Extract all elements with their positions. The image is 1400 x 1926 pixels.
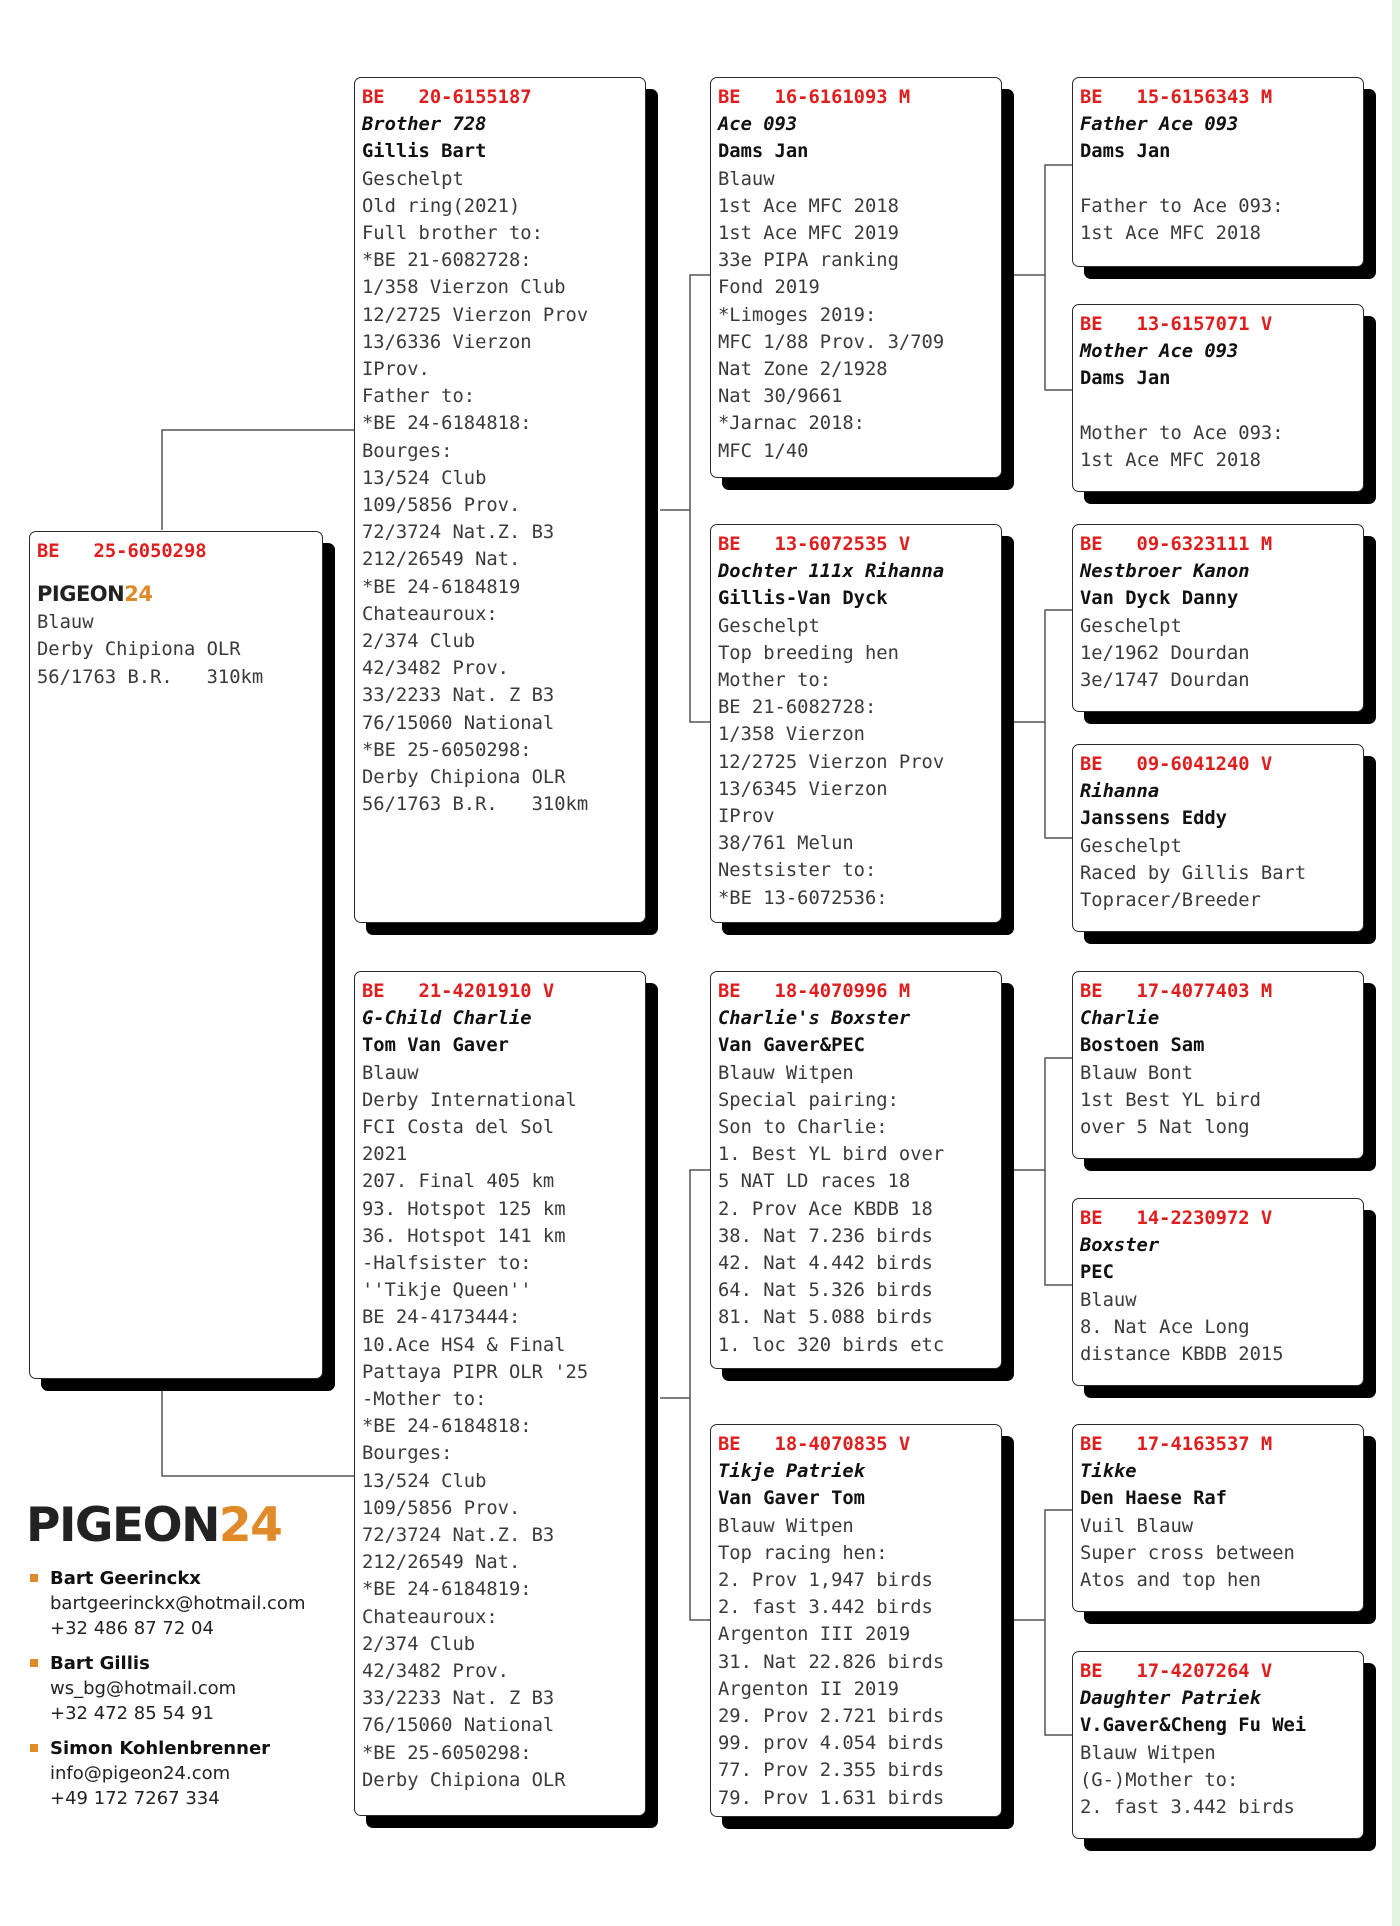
detail-line: Old ring(2021) [362, 195, 521, 217]
detail-line: 1/358 Vierzon Club [362, 277, 566, 299]
pigeon-name: G-Child Charlie [362, 1008, 532, 1030]
card-ss-dam [1072, 304, 1364, 492]
detail-line: 8. Nat Ace Long [1080, 1316, 1250, 1338]
ring-number: BE 21-4201910 V [362, 981, 555, 1002]
detail-line: 1st Ace MFC 2018 [1080, 223, 1261, 244]
detail-line: Blauw [362, 1062, 419, 1084]
detail-line: Special pairing: [718, 1089, 899, 1111]
detail-line: -Halfsister to: [362, 1253, 532, 1275]
detail-line [1080, 393, 1356, 420]
connector-gen3-b [1012, 610, 1072, 838]
breeder-name: Van Gaver Tom [718, 1488, 865, 1510]
detail-line: 1st Ace MFC 2019 [718, 223, 899, 245]
detail-line: 42. Nat 4.442 birds [718, 1253, 933, 1275]
subject-card [29, 531, 323, 1379]
pigeon-name: Charlie's Boxster [718, 1008, 911, 1030]
detail-line: 33/2233 Nat. Z B3 [362, 685, 555, 707]
contact-item [28, 1651, 305, 1726]
breeder-name: Tom Van Gaver [362, 1035, 509, 1057]
detail-line: -Mother to: [362, 1389, 487, 1411]
detail-line: Blauw Witpen [718, 1062, 854, 1084]
detail-line: Nat Zone 2/1928 [718, 359, 888, 381]
ring-number: BE 17-4077403 M [1080, 981, 1273, 1002]
ring-number: BE 13-6157071 V [1080, 314, 1273, 335]
detail-line: 1st Ace MFC 2018 [1080, 450, 1261, 471]
detail-line: *BE 13-6072536: [718, 887, 888, 909]
detail-line: 42/3482 Prov. [362, 1661, 509, 1683]
breeder-name: Den Haese Raf [1080, 1488, 1227, 1510]
detail-line: Blauw Bont [1080, 1062, 1194, 1084]
detail-line: Derby Chipiona OLR [362, 767, 566, 789]
detail-line: Blauw [1080, 1289, 1137, 1311]
breeder-name: Gillis-Van Dyck [718, 588, 888, 610]
detail-line: Mother to: [718, 670, 832, 692]
detail-line: Geschelpt [362, 168, 464, 190]
detail-line: MFC 1/88 Prov. 3/709 [718, 331, 945, 353]
detail-line: *BE 24-6184819: [362, 1579, 532, 1601]
detail-line: Geschelpt [1080, 615, 1182, 637]
connector-gen2-bottom [660, 1170, 710, 1620]
detail-line: Bourges: [362, 1443, 453, 1465]
detail-line: 212/26549 Nat. [362, 549, 521, 571]
detail-line: Top racing hen: [718, 1542, 888, 1564]
detail-line: FCI Costa del Sol [362, 1117, 555, 1139]
detail-line: Chateauroux: [362, 1606, 498, 1628]
detail-line: Argenton III 2019 [718, 1624, 911, 1646]
contact-email[interactable]: bartgeerinckx@hotmail.com [50, 1593, 306, 1614]
detail-line: Bourges: [362, 440, 453, 462]
breeder-name: Dams Jan [1080, 141, 1171, 163]
detail-line: Derby Chipiona OLR [362, 1769, 566, 1791]
detail-line: distance KBDB 2015 [1080, 1344, 1284, 1366]
pigeon-name: Father Ace 093 [1080, 114, 1239, 136]
detail-line: 31. Nat 22.826 birds [718, 1651, 945, 1673]
breeder-name: PEC [1080, 1262, 1114, 1284]
breeder-name: Bostoen Sam [1080, 1035, 1205, 1057]
detail-line: Super cross between [1080, 1542, 1295, 1564]
contact-name: Bart Gillis [50, 1653, 150, 1674]
detail-line: IProv. [362, 359, 430, 381]
pigeon-name: Brother 728 [362, 114, 487, 136]
ring-number: BE 14-2230972 V [1080, 1208, 1273, 1229]
pigeon-name: Boxster [1080, 1235, 1160, 1257]
detail-line: *BE 25-6050298: [362, 1742, 532, 1764]
pigeon-name: Dochter 111x Rihanna [718, 561, 945, 583]
detail-line: Blauw Witpen [718, 1515, 854, 1537]
pigeon-name: Ace 093 [718, 114, 798, 136]
card-dam-sire [710, 971, 1002, 1369]
detail-line: Atos and top hen [1080, 1570, 1261, 1592]
contact-item [28, 1566, 305, 1641]
ring-number: BE 09-6041240 V [1080, 754, 1273, 775]
detail-line: 38/761 Melun [718, 833, 854, 855]
card-sire [354, 77, 646, 923]
pigeon-name: Rihanna [1080, 781, 1160, 803]
detail-line: Chateauroux: [362, 603, 498, 625]
detail-line: 2. fast 3.442 birds [1080, 1797, 1295, 1819]
detail-line: 2. fast 3.442 birds [718, 1597, 933, 1619]
detail-line: 56/1763 B.R. 310km [362, 794, 589, 816]
detail-line: 2. Prov 1,947 birds [718, 1570, 933, 1592]
pigeon-name: Daughter Patriek [1080, 1688, 1261, 1710]
detail-line: 2/374 Club [362, 631, 476, 653]
contact-item [28, 1736, 305, 1811]
contact-phone[interactable]: +32 472 85 54 91 [50, 1703, 214, 1724]
detail-line: 13/6345 Vierzon [718, 778, 888, 800]
detail-line: 1e/1962 Dourdan [1080, 642, 1250, 664]
detail-line: 42/3482 Prov. [362, 658, 509, 680]
detail-line: 29. Prov 2.721 birds [718, 1706, 945, 1728]
detail-line: Pattaya PIPR OLR '25 [362, 1361, 589, 1383]
detail-line: Blauw Witpen [1080, 1742, 1216, 1764]
detail-line: 1. Best YL bird over [718, 1144, 945, 1166]
ring-number: BE 17-4163537 M [1080, 1434, 1273, 1455]
contact-name: Bart Geerinckx [50, 1568, 201, 1589]
breeder-name: Van Gaver&PEC [718, 1035, 865, 1057]
card-dam-dam [710, 1424, 1002, 1817]
detail-line: Raced by Gillis Bart [1080, 862, 1307, 884]
ring-number: BE 16-6161093 M [718, 87, 911, 108]
detail-line: Derby International [362, 1089, 577, 1111]
detail-line: MFC 1/40 [718, 440, 809, 462]
detail-line: 2021 [362, 1144, 408, 1166]
bullet-icon [30, 1744, 38, 1752]
detail-line: Nestsister to: [718, 860, 877, 882]
connector-gen3-c [1012, 1058, 1072, 1285]
detail-line: IProv [718, 806, 775, 828]
detail-line: 33/2233 Nat. Z B3 [362, 1688, 555, 1710]
detail-line: 3e/1747 Dourdan [1080, 670, 1250, 692]
detail-line: Blauw [718, 168, 775, 190]
detail-line: over 5 Nat long [1080, 1117, 1250, 1139]
detail-line: 1. loc 320 birds etc [718, 1334, 945, 1356]
detail-line: *Jarnac 2018: [718, 413, 865, 435]
detail-line: BE 24-4173444: [362, 1307, 521, 1329]
connector-gen2-top [660, 275, 710, 722]
detail-line: Argenton II 2019 [718, 1678, 899, 1700]
card-dd-sire [1072, 1424, 1364, 1612]
detail-line: Son to Charlie: [718, 1117, 888, 1139]
card-dd-dam [1072, 1651, 1364, 1839]
ring-number: BE 09-6323111 M [1080, 534, 1273, 555]
breeder-name: V.Gaver&Cheng Fu Wei [1080, 1715, 1307, 1737]
contact-phone[interactable]: +32 486 87 72 04 [50, 1618, 214, 1639]
subject-logo: PIGEON24 [37, 582, 153, 607]
detail-line: Geschelpt [718, 615, 820, 637]
detail-line: 36. Hotspot 141 km [362, 1225, 566, 1247]
detail-line: 12/2725 Vierzon Prov [718, 751, 945, 773]
detail-line: Fond 2019 [718, 277, 820, 299]
card-sire-sire [710, 77, 1002, 478]
detail-line: Vuil Blauw [1080, 1515, 1194, 1537]
ring-number: BE 15-6156343 M [1080, 87, 1273, 108]
detail-line: Mother to Ace 093: [1080, 422, 1284, 444]
detail-line: 1/358 Vierzon [718, 724, 865, 746]
detail-line: 13/524 Club [362, 1470, 487, 1492]
detail-line: *BE 21-6082728: [362, 250, 532, 272]
subject-line: Blauw [37, 612, 94, 634]
detail-line: 13/524 Club [362, 467, 487, 489]
pigeon-name: Tikke [1080, 1461, 1137, 1483]
detail-line [1080, 166, 1356, 193]
detail-line: 1st Best YL bird [1080, 1089, 1261, 1111]
detail-line: 72/3724 Nat.Z. B3 [362, 1525, 555, 1547]
card-ds-sire [1072, 971, 1364, 1159]
detail-line: ''Tikje Queen'' [362, 1280, 532, 1302]
card-sd-sire [1072, 524, 1364, 712]
contact-name: Simon Kohlenbrenner [50, 1738, 271, 1759]
detail-line: Topracer/Breeder [1080, 890, 1261, 912]
breeder-name: Janssens Eddy [1080, 808, 1227, 830]
detail-line: 10.Ace HS4 & Final [362, 1334, 566, 1356]
detail-line: Nat 30/9661 [718, 386, 843, 408]
breeder-name: Van Dyck Danny [1080, 588, 1239, 610]
breeder-name: Dams Jan [718, 141, 809, 163]
detail-line: *Limoges 2019: [718, 304, 877, 326]
breeder-name: Gillis Bart [362, 141, 487, 163]
detail-line: (G-)Mother to: [1080, 1769, 1239, 1791]
detail-line: 2. Prov Ace KBDB 18 [718, 1198, 933, 1220]
footer-logo: PIGEON24 [26, 1498, 282, 1553]
detail-line: *BE 25-6050298: [362, 739, 532, 761]
detail-line: *BE 24-6184818: [362, 413, 532, 435]
card-sire-dam [710, 524, 1002, 923]
detail-line: BE 21-6082728: [718, 697, 877, 719]
card-dam [354, 971, 646, 1816]
ring-number: BE 18-4070835 V [718, 1434, 911, 1455]
ring-number: BE 17-4207264 V [1080, 1661, 1273, 1682]
pigeon-name: Charlie [1080, 1008, 1160, 1030]
detail-line: *BE 24-6184819 [362, 576, 521, 598]
contact-list [28, 1566, 305, 1821]
detail-line: 99. prov 4.054 birds [718, 1733, 945, 1755]
contact-email[interactable]: ws_bg@hotmail.com [50, 1678, 237, 1699]
detail-line: 5 NAT LD races 18 [718, 1171, 911, 1193]
breeder-name: Dams Jan [1080, 368, 1171, 390]
ring-number: BE 20-6155187 [362, 87, 532, 108]
subject-line: 56/1763 B.R. 310km [37, 666, 264, 688]
detail-line: 109/5856 Prov. [362, 1497, 521, 1519]
detail-line: 72/3724 Nat.Z. B3 [362, 522, 555, 544]
detail-line: 1st Ace MFC 2018 [718, 195, 899, 217]
detail-line: Geschelpt [1080, 835, 1182, 857]
detail-line: 38. Nat 7.236 birds [718, 1225, 933, 1247]
detail-line: 81. Nat 5.088 birds [718, 1307, 933, 1329]
detail-line: 93. Hotspot 125 km [362, 1198, 566, 1220]
detail-line: 212/26549 Nat. [362, 1552, 521, 1574]
detail-line: Father to: [362, 386, 476, 408]
detail-line: *BE 24-6184818: [362, 1416, 532, 1438]
detail-line: 33e PIPA ranking [718, 250, 899, 272]
bullet-icon [30, 1574, 38, 1582]
detail-line: 64. Nat 5.326 birds [718, 1280, 933, 1302]
detail-line: 109/5856 Prov. [362, 495, 521, 517]
detail-line: 2/374 Club [362, 1633, 476, 1655]
connector-gen3-d [1012, 1510, 1072, 1735]
pigeon-name: Tikje Patriek [718, 1461, 865, 1483]
card-ss-sire [1072, 77, 1364, 267]
ring-number: BE 13-6072535 V [718, 534, 911, 555]
detail-line: 12/2725 Vierzon Prov [362, 304, 589, 326]
pigeon-name: Nestbroer Kanon [1080, 561, 1250, 583]
detail-line: 79. Prov 1.631 birds [718, 1787, 945, 1809]
detail-line: Full brother to: [362, 223, 543, 245]
detail-line: 77. Prov 2.355 birds [718, 1760, 945, 1782]
card-sd-dam [1072, 744, 1364, 932]
detail-line: Top breeding hen [718, 642, 899, 664]
detail-line: 207. Final 405 km [362, 1171, 555, 1193]
bullet-icon [30, 1659, 38, 1667]
detail-line: 76/15060 National [362, 712, 555, 734]
contact-email[interactable]: info@pigeon24.com [50, 1763, 231, 1784]
ring-number: BE 18-4070996 M [718, 981, 911, 1002]
subject-line: Derby Chipiona OLR [37, 639, 241, 661]
detail-line: 13/6336 Vierzon [362, 331, 532, 353]
pigeon-name: Mother Ace 093 [1080, 341, 1239, 363]
subject-ring: BE 25-6050298 [37, 541, 207, 562]
card-ds-dam [1072, 1198, 1364, 1386]
detail-line: 76/15060 National [362, 1715, 555, 1737]
connector-gen3-a [1012, 165, 1072, 390]
detail-line: Father to Ace 093: [1080, 195, 1284, 217]
contact-phone[interactable]: +49 172 7267 334 [50, 1788, 220, 1809]
